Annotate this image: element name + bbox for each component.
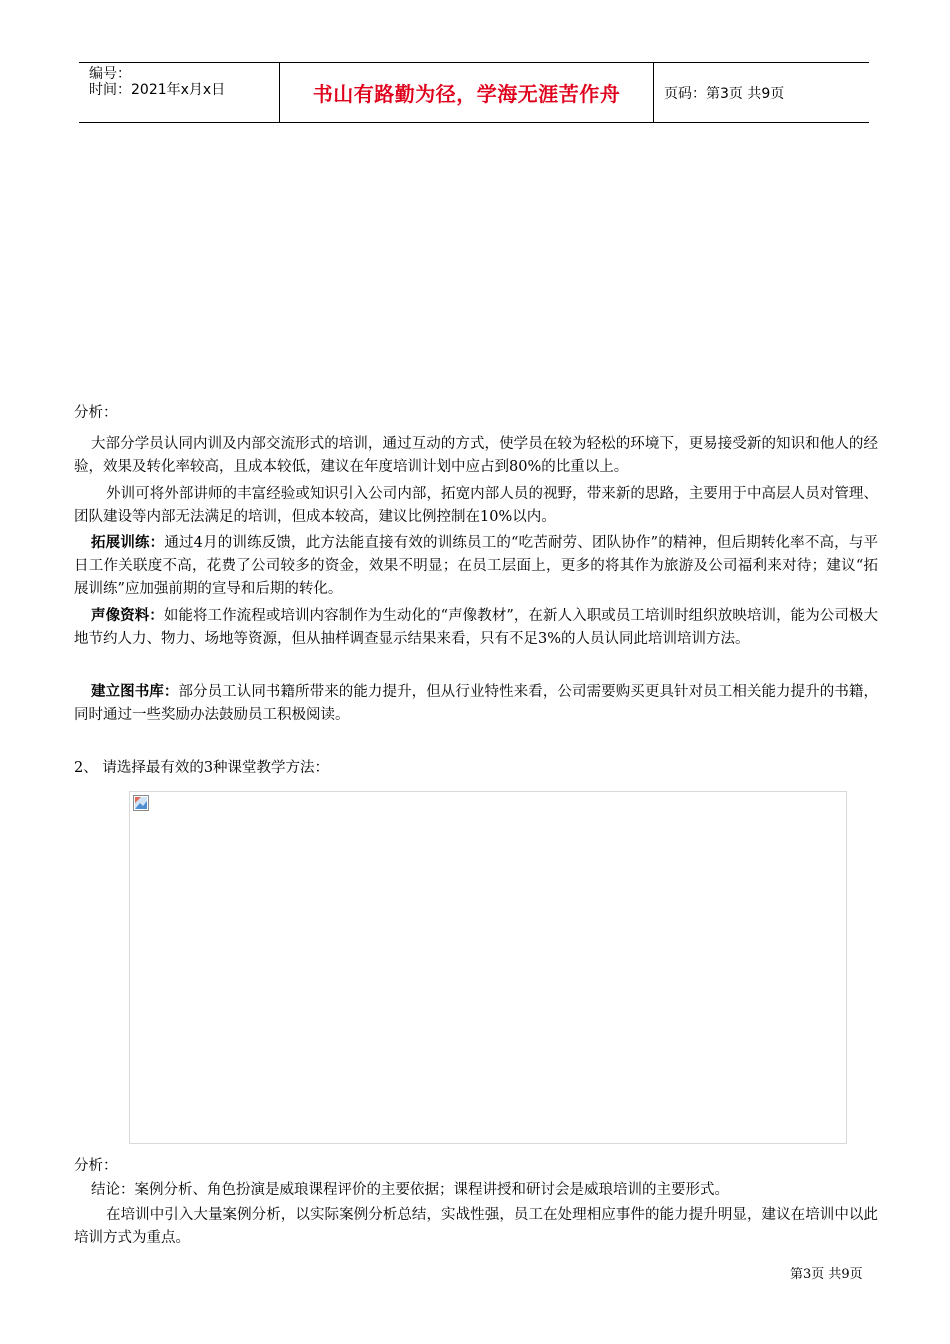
library-text: 部分员工认同书籍所带来的能力提升，但从行业特性来看，公司需要购买更具针对员工相关能力提升的书籍，同时通过一些奖励办法鼓励员工积极阅读。 [74,684,878,723]
header-page-code: 页码：第3页 共9页 [664,85,785,102]
paragraph-library [74,681,878,727]
broken-image-icon [133,795,149,811]
header-meta [79,63,280,122]
paragraph-internal-training: 大部分学员认同内训及内部交流形式的培训，通过互动的方式，使学员在较为轻松的环境下，更易接受新的知识和他人的经验，效果及转化率较高，且成本较低，建议在年度培训计划中应占到80%的比重以上。 [74,436,878,475]
audio-video-text: 如能将工作流程或培训内容制作为生动化的“声像教材”，在新人入职或员工培训时组织放映培训，能为公司极大地节约人力、物力、场地等资源，但从抽样调查显示结果来看，只有不足3%的人员认同此培训培训方法。 [74,608,878,647]
page-header [79,62,869,123]
page-footer: 第3页 共9页 [790,1267,863,1282]
header-motto: 书山有路勤为径，学海无涯苦作舟 [280,63,654,122]
time-label: 时间：2021年x月x日 [89,82,226,98]
question-2: 2、 请选择最有效的3种课堂教学方法： [74,760,330,776]
analysis-label-2: 分析： [74,1158,118,1174]
library-label: 建立图书库： [91,684,179,700]
case-analysis-paragraph: 在培训中引入大量案例分析，以实际案例分析总结，实战性强，员工在处理相应事件的能力提升明显，建议在培训中以此培训方式为重点。 [74,1207,878,1246]
outdoor-training-label: 拓展训练： [91,535,165,551]
outdoor-training-text: 通过4月的训练反馈，此方法能直接有效的训练员工的“吃苦耐劳、团队协作”的精神，但后期转化率不高，与平日工作关联度不高，花费了公司较多的资金，效果不明显；在员工层面上，更多的将其作为旅游及公司福利来对待；建议“拓展训练”应加强前期的宣导和后期的转化。 [74,535,879,597]
analysis-label-1: 分析： [74,405,118,421]
number-label: 编号： [89,66,131,82]
paragraph-external-training: 外训可将外部讲师的丰富经验或知识引入公司内部，拓宽内部人员的视野，带来新的思路，主要用于中高层人员对管理、团队建设等内部无法满足的培训，但成本较高，建议比例控制在10%以内。 [74,486,878,525]
image-placeholder [129,791,847,1144]
conclusion-paragraph: 结论：案例分析、角色扮演是威琅课程评价的主要依据；课程讲授和研讨会是威琅培训的主要形式。 [91,1182,729,1198]
paragraph-outdoor-training [74,532,878,601]
audio-video-label: 声像资料： [91,608,164,624]
paragraph-audio-video [74,605,878,651]
